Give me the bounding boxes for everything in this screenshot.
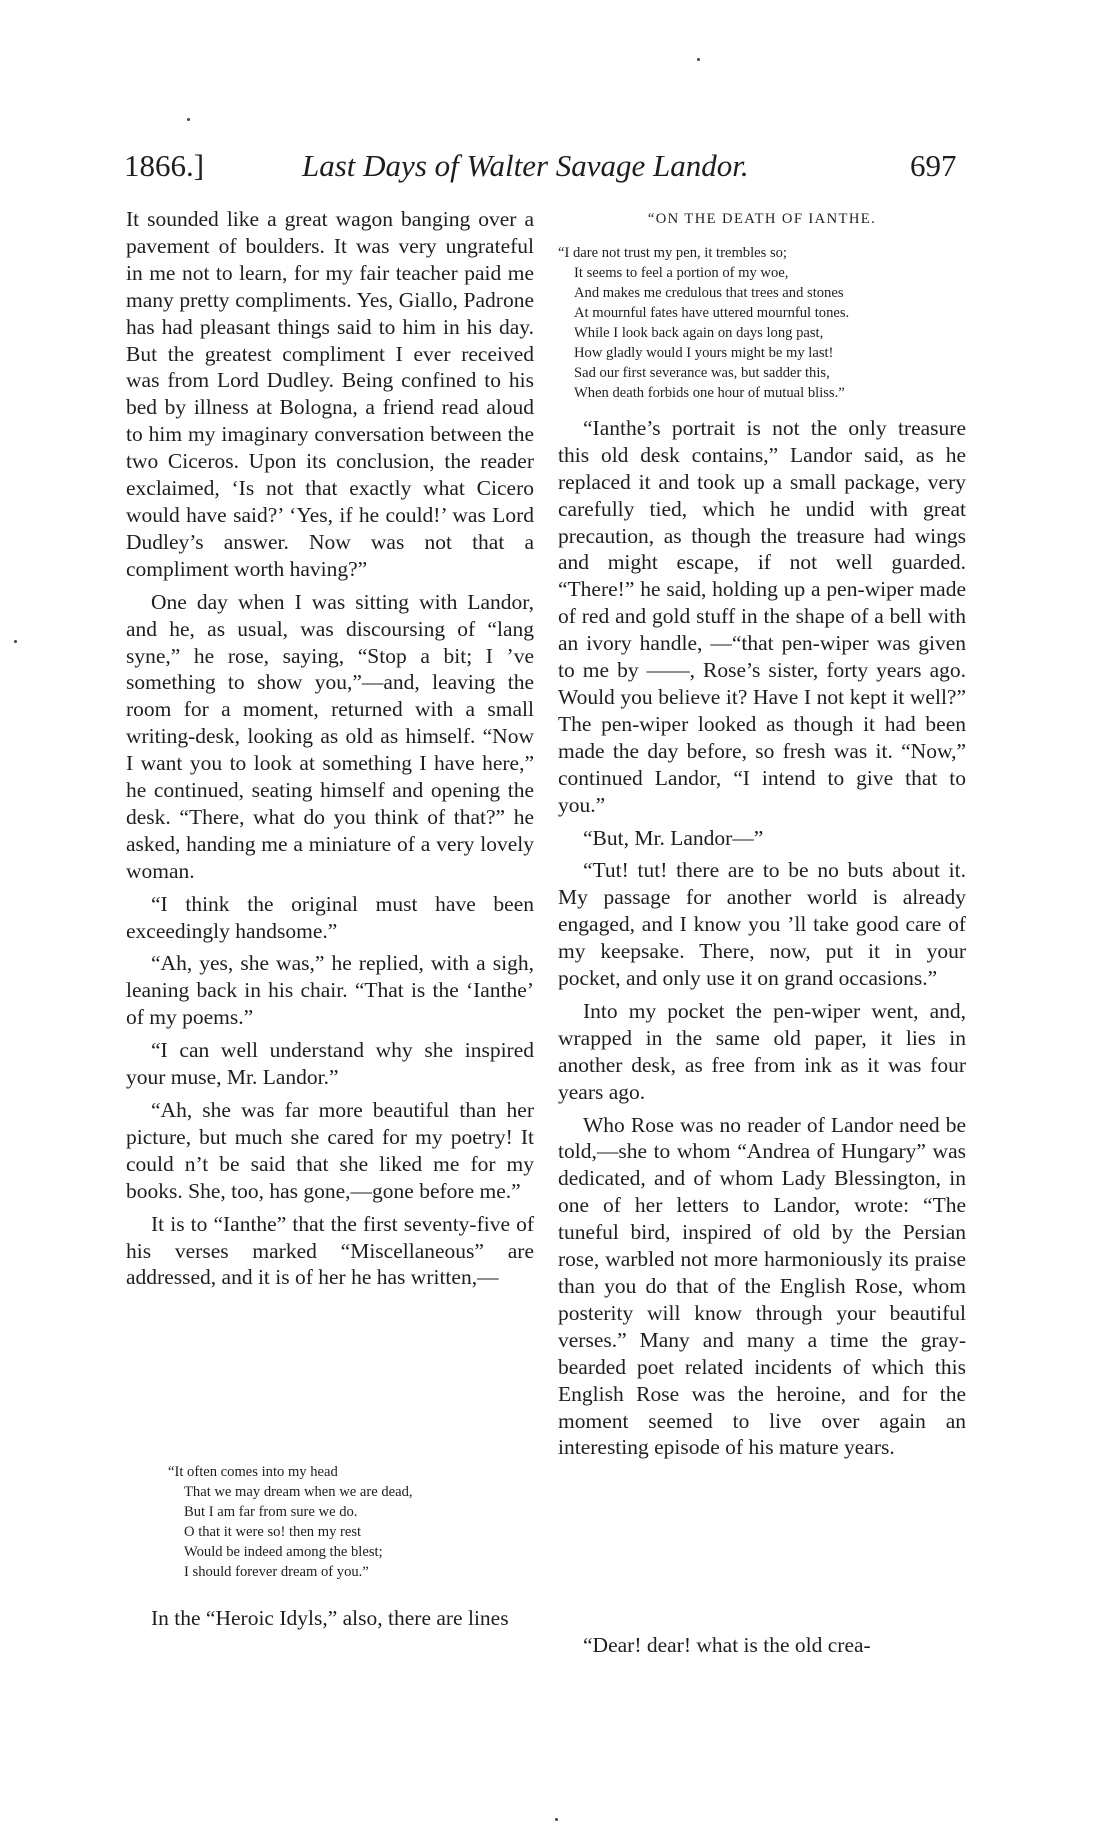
running-head-title: Last Days of Walter Savage Landor. [302,148,749,183]
paragraph: “Ianthe’s portrait is not the only treasure this old desk contains,” Landor said, as he replaced it and took up a small package, very carefully tied, which he undid with great precaution, as though the treasure had wings and might escape, if not well guarded. “There!” he said, holding up a pen-wiper made of red and gold stuff in the shape of a bell with an ivory handle, —“that pen-wiper was given to me by ——, Rose’s sister, forty years ago. Would you believe it? Have I not kept it well?” The pen-wiper looked as though it had been made the day before, so fresh was it. “Now,” continued Landor, “I intend to give that to you.” [558,415,966,817]
paragraph: “Dear! dear! what is the old crea- [583,1633,871,1657]
poem-line: Sad our first severance was, but sadder this, [574,364,830,381]
poem-line: “I dare not trust my pen, it trembles so; [558,244,787,261]
poem-line: And makes me credulous that trees and stones [574,284,844,301]
scan-speck [555,1818,558,1821]
paragraph: “But, Mr. Landor—” [583,825,764,850]
right-column-tail [558,1632,966,1665]
scan-speck [14,640,17,643]
right-column [558,206,966,1467]
poem-line: I should forever dream of you.” [184,1564,369,1580]
poem-block [558,243,966,403]
poem-line: When death forbids one hour of mutual bliss.” [574,384,845,401]
paragraph: “Ah, yes, she was,” he replied, with a sigh, leaning back in his chair. “That is the ‘Ianthe’ of my poems.” [126,951,534,1030]
poem-line: How gladly would I yours might be my last! [574,344,834,361]
poem-line: “It often comes into my head [168,1464,338,1480]
poem-title: “ON THE DEATH OF IANTHE. [647,211,877,227]
poem-line: It seems to feel a portion of my woe, [574,264,789,281]
paragraph: It is to “Ianthe” that the first seventy-five of his verses marked “Miscellaneous” are addressed, and it is of her he has written,— [126,1211,534,1290]
paragraph: One day when I was sitting with Landor, and he, as usual, was discoursing of “lang syne,” he rose, saying, “Stop a bit; I ’ve something to show you,”—and, leaving the room for a moment, returned with a small writing-desk, looking as old as himself. “Now I want you to look at something I have here,” he continued, seating himself and opening the desk. “There, what do you think of that?” he asked, handing me a miniature of a very lovely woman. [126,589,534,883]
poem-line: Would be indeed among the blest; [184,1544,383,1560]
left-column [126,206,534,1297]
paragraph: “Tut! tut! there are to be no buts about it. My passage for another world is already engaged, and I know you ’ll take good care of my keepsake. There, now, put it in your pocket, and only use it on grand occasions.” [558,858,966,991]
poem-line: At mournful fates have uttered mournful tones. [574,304,850,321]
paragraph: “I think the original must have been exceedingly handsome.” [126,891,534,943]
paragraph: Into my pocket the pen-wiper went, and, wrapped in the same old paper, it lies in another desk, as free from ink as it was four years ago. [558,998,966,1104]
paragraph: In the “Heroic Idyls,” also, there are lines [151,1606,509,1630]
paragraph: “Ah, she was far more beautiful than her picture, but much she cared for my poetry! It could n’t be said that she liked me for my books. She, too, has gone,—gone before me.” [126,1098,534,1203]
poem-line: O that it were so! then my rest [184,1524,362,1540]
left-column-tail [126,1605,534,1638]
paragraph: Who Rose was no reader of Landor need be told,—she to whom “Andrea of Hungary” was dedicated, and of whom Lady Blessington, in one of her letters to Landor, wrote: “The tuneful bird, inspired of old by the Persian rose, warbled not more harmoniously its praise than you do that of the English Rose, whom posterity will know through your beautiful verses.” Many and many a time the gray-bearded poet related incidents of which this English Rose was the heroine, and for the moment seemed to live over again an interesting episode of his mature years. [558,1112,966,1460]
paragraph: “I can well understand why she inspired your muse, Mr. Landor.” [126,1038,534,1090]
scan-speck [187,118,190,121]
poem-line: That we may dream when we are dead, [184,1484,413,1500]
poem-block [168,1462,413,1582]
poem-line: But I am far from sure we do. [184,1504,358,1520]
scan-speck [697,58,700,61]
page-number: 697 [910,148,957,183]
running-head-year: 1866.] [124,148,205,183]
poem-line: While I look back again on days long past, [574,324,824,341]
paragraph: It sounded like a great wagon banging over a pavement of boulders. It was very ungrateful in me not to learn, for my fair teacher paid me many pretty compliments. Yes, Giallo, Padrone has had pleasant things said to him in his day. But the greatest compliment I ever received was from Lord Dudley. Being confined to his bed by illness at Bologna, a friend read aloud to him my imaginary conversation between the two Ciceros. Upon its conclusion, the reader exclaimed, ‘Is not that exactly what Cicero would have said?’ ‘Yes, if he could!’ was Lord Dudley’s answer. Now was not that a compliment worth having?” [126,207,534,581]
